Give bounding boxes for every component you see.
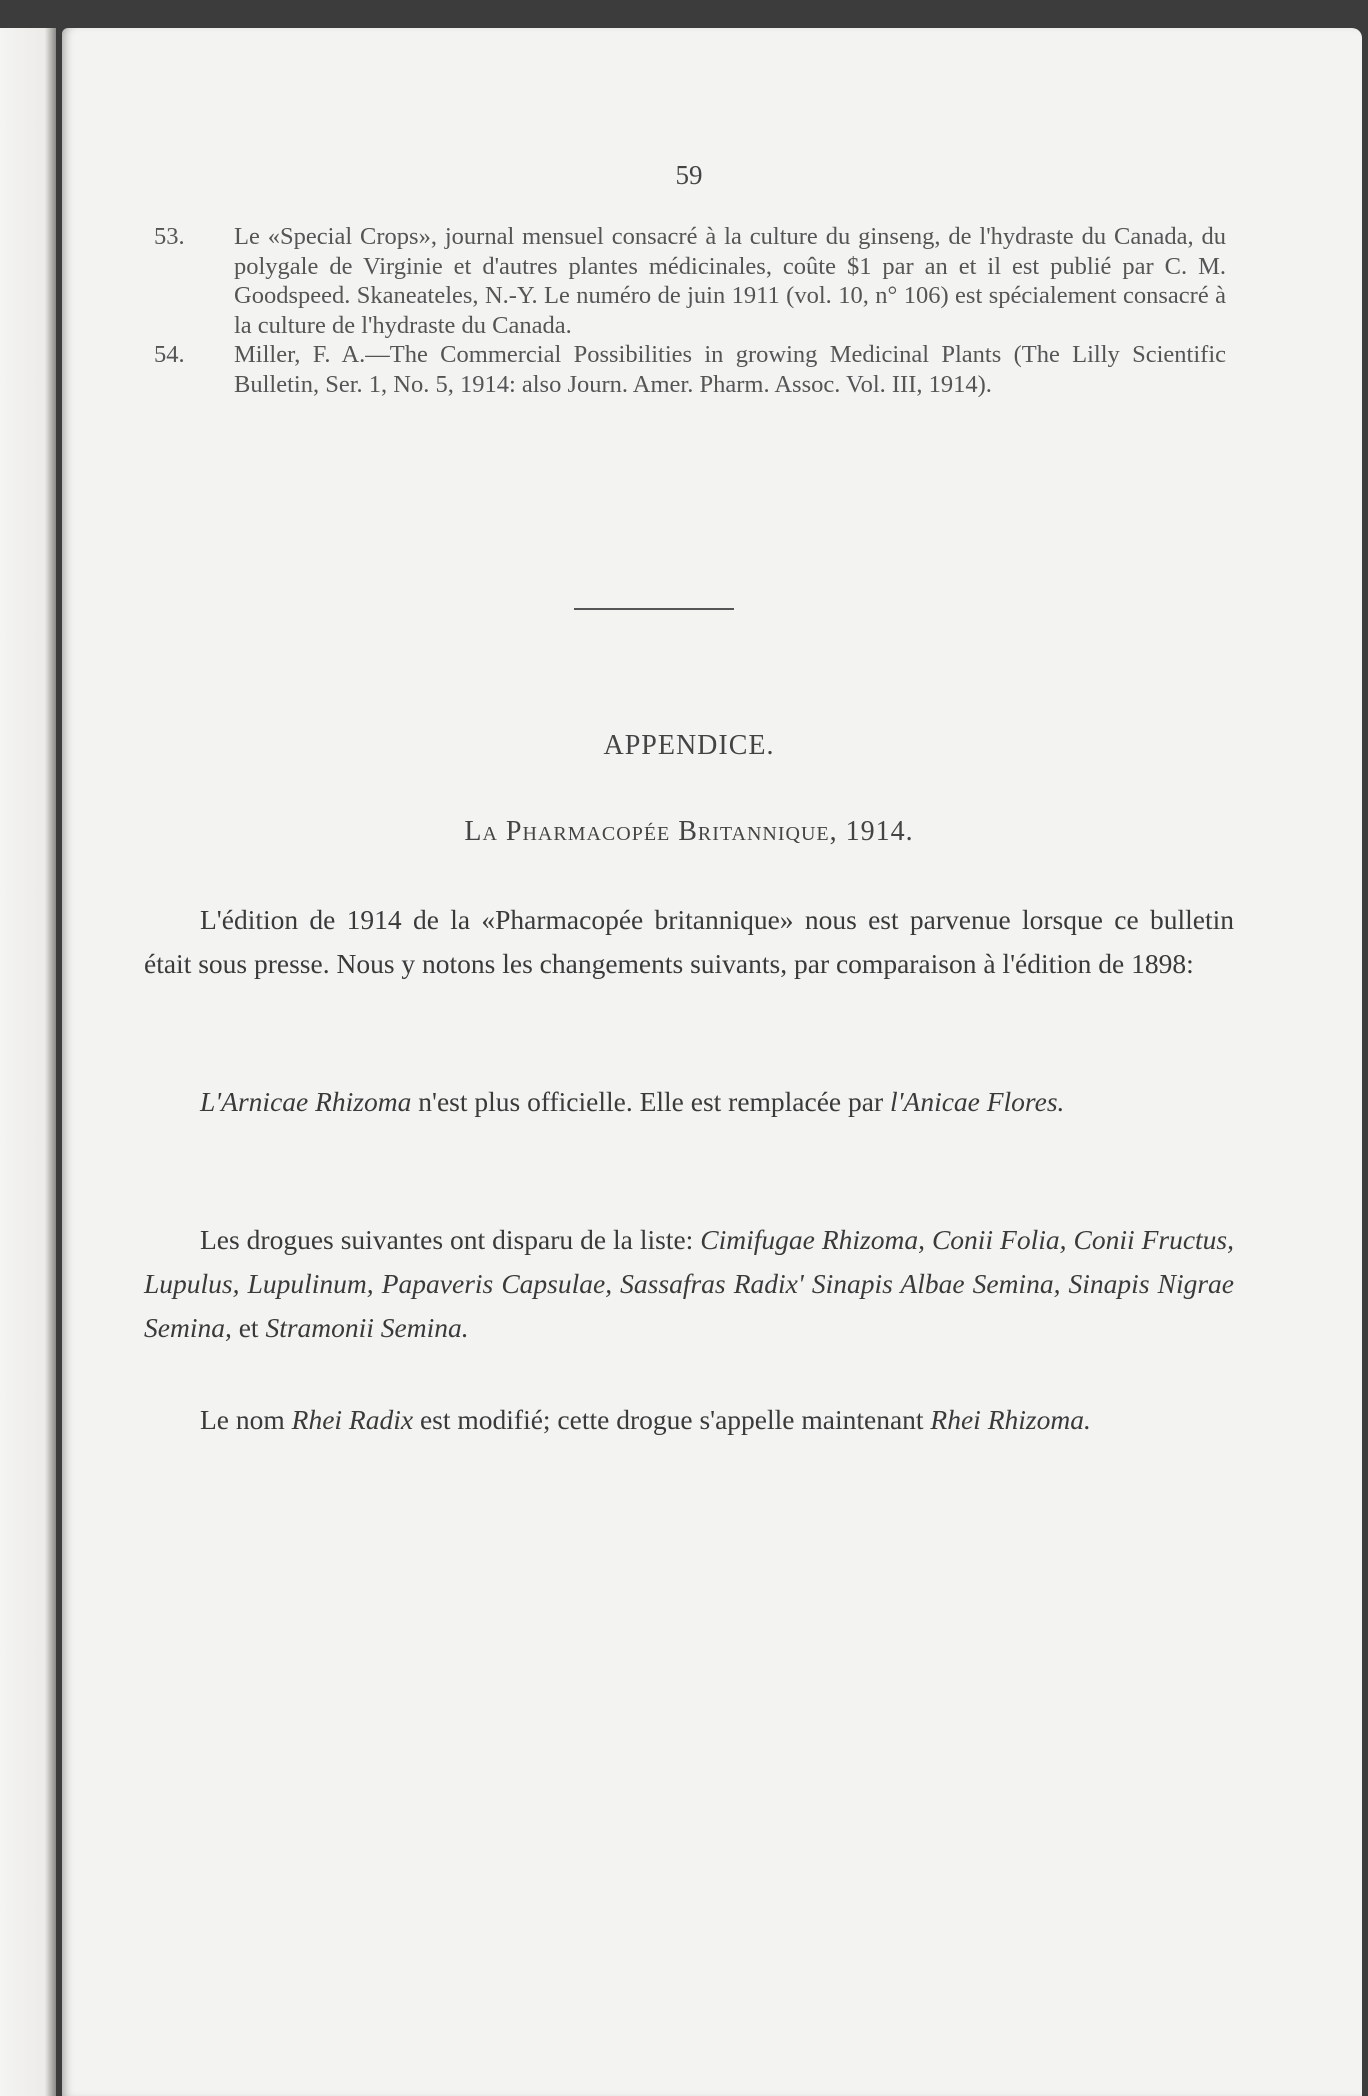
reference-number: 54. [154,341,185,368]
page [62,28,1362,2096]
reference-item [154,340,1226,399]
drug-name: L'Arnicae Rhizoma [200,1086,412,1117]
paragraph-removed-drugs [144,1218,1234,1350]
paragraph-text: est modifié; cette drogue s'appelle maintenant [413,1404,931,1435]
drug-list: Cimifugae Rhizoma, Conii Folia, Conii Fructus, Lupulus, Lupulinum, Papaveris Capsulae, Sassafras Radix' Sinapis Albae Semina, Sinapis Nigrae Semina, [144,1224,1234,1343]
reference-list [154,222,1226,399]
drug-name: Stramonii Semina. [265,1312,469,1343]
previous-page-edge [0,28,56,2096]
reference-item [154,222,1226,340]
paragraph-text: Les drogues suivantes ont disparu de la liste: [200,1224,701,1255]
drug-name: l'Anicae Flores. [890,1086,1065,1117]
paragraph-intro [144,898,1234,986]
page-number: 59 [675,160,703,190]
paragraph-rhei [144,1398,1234,1442]
paragraph-text: Le nom [200,1404,292,1435]
section-divider [574,608,734,610]
section-heading: La Pharmacopée Britannique, 1914. [464,816,914,847]
paragraph-text: n'est plus officielle. Elle est remplacée par [411,1086,890,1117]
drug-name: Rhei Radix [291,1404,414,1435]
paragraph-arnica [144,1080,1234,1124]
paragraph-text: et [231,1312,266,1343]
appendix-heading: APPENDICE. [603,730,775,761]
reference-number: 53. [154,223,185,250]
reference-text: Miller, F. A.—The Commercial Possibilities in growing Medicinal Plants (The Lilly Scientific Bulletin, Ser. 1, No. 5, 1914: also Journ. Amer. Pharm. Assoc. Vol. III, 1914). [234,341,1226,398]
reference-text: Le «Special Crops», journal mensuel consacré à la culture du ginseng, de l'hydraste du Canada, du polygale de Virginie et d'autres plantes médicinales, coûte $1 par an et il est publié par C. M. Goodspeed. Skaneateles, N.-Y. Le numéro de juin 1911 (vol. 10, n° 106) est spécialement consacré à la culture de l'hydraste du Canada. [234,223,1226,339]
paragraph-text: L'édition de 1914 de la «Pharmacopée britannique» nous est parvenue lorsque ce bulletin était sous presse. Nous y notons les changements suivants, par comparaison à l'édition de 1898: [144,904,1234,979]
drug-name: Rhei Rhizoma. [930,1404,1091,1435]
